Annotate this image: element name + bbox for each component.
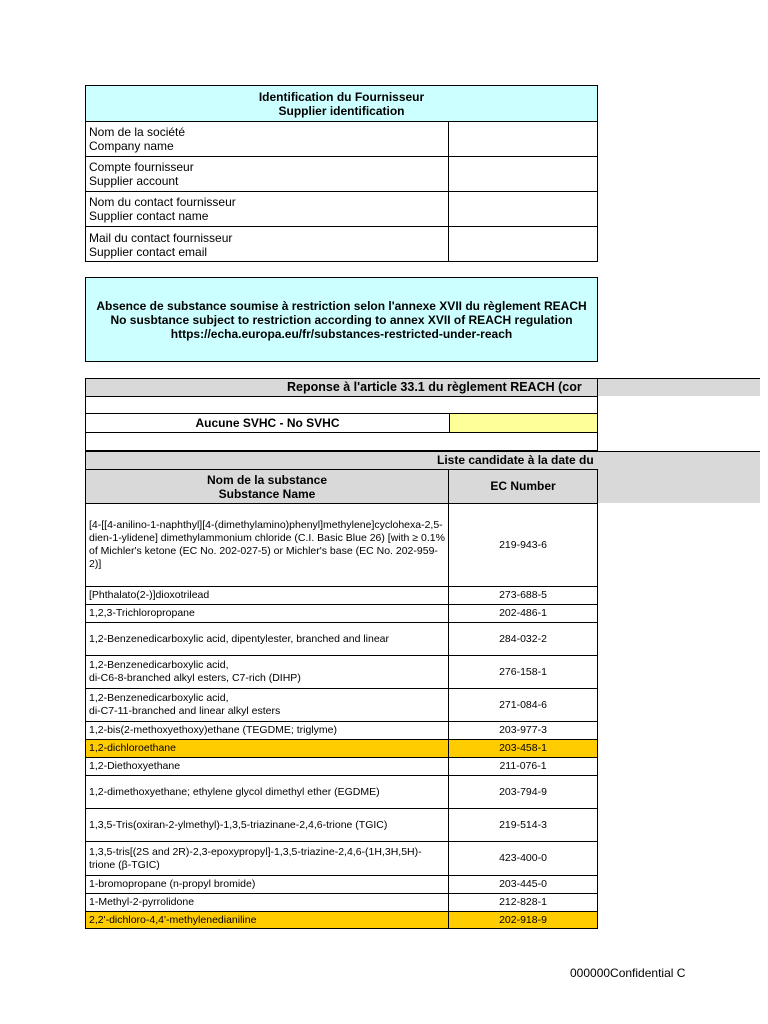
supplier-label-en: Supplier account	[89, 174, 179, 188]
candidate-list-header	[85, 451, 760, 469]
table-row	[86, 605, 597, 623]
ec-number-cell: 423-400-0	[499, 852, 547, 864]
substance-name-cell: 1-Methyl-2-pyrrolidone	[86, 894, 449, 911]
supplier-header-fr: Identification du Fournisseur	[258, 89, 425, 104]
table-row	[86, 894, 597, 912]
ec-number-cell: 203-458-1	[499, 742, 547, 754]
table-row	[86, 504, 597, 587]
supplier-identification-table	[85, 85, 598, 262]
supplier-label-en: Company name	[89, 139, 174, 153]
table-row	[86, 758, 597, 776]
supplier-identification-header	[86, 86, 597, 122]
candidate-list-header-text: Liste candidate à la date du	[437, 453, 594, 467]
restriction-text-fr: Absence de substance soumise à restriction selon l'annexe XVII du règlement REACH	[96, 298, 587, 313]
supplier-label-fr: Compte fournisseur	[89, 160, 194, 174]
ec-number-cell: 211-076-1	[499, 760, 547, 772]
substance-table-header-row	[86, 469, 597, 504]
supplier-label	[86, 122, 449, 156]
ec-number-column-header: EC Number	[490, 479, 556, 493]
substance-name-cell: 1,3,5-tris[(2S and 2R)-2,3-epoxypropyl]-1,3,5-triazine-2,4,6-(1H,3H,5H)-trione (β-TGIC)	[86, 842, 449, 875]
company-name-field[interactable]	[449, 122, 597, 156]
substance-name-cell: 1,2-bis(2-methoxyethoxy)ethane (TEGDME; triglyme)	[86, 722, 449, 739]
table-row	[86, 912, 597, 929]
ec-number-cell: 276-158-1	[499, 665, 547, 678]
supplier-label	[86, 157, 449, 191]
substance-name-cell: 1,2-Benzenedicarboxylic acid, dipentylester, branched and linear	[86, 623, 449, 655]
ec-number-cell: 271-084-6	[499, 698, 547, 711]
supplier-label-en: Supplier contact name	[89, 209, 209, 223]
article-33-section	[85, 378, 598, 448]
table-row	[86, 623, 597, 656]
ec-number-cell: 219-514-3	[499, 818, 547, 831]
substance-name-cell: 2,2'-dichloro-4,4'-methylenedianiline	[86, 912, 449, 928]
restriction-annex-xvii-box	[85, 277, 598, 362]
ec-number-cell: 284-032-2	[499, 632, 547, 645]
substance-name-cell: 1,2,3-Trichloropropane	[86, 605, 449, 622]
supplier-label-en: Supplier contact email	[89, 244, 208, 259]
table-row	[86, 656, 597, 689]
article-33-header-text: Reponse à l'article 33.1 du règlement REACH (cor	[287, 380, 582, 394]
substance-name-header-fr: Nom de la substance	[206, 472, 328, 487]
substance-name-cell: 1,2-Diethoxyethane	[86, 758, 449, 775]
supplier-row-company	[86, 122, 597, 157]
ec-number-cell: 203-445-0	[499, 878, 547, 890]
table-row	[86, 740, 597, 758]
ec-number-cell: 203-977-3	[499, 724, 547, 736]
substance-name-cell: 1-bromopropane (n-propyl bromide)	[86, 876, 449, 893]
supplier-label-fr: Mail du contact fournisseur	[89, 230, 233, 245]
ec-number-cell: 203-794-9	[499, 785, 547, 798]
supplier-row-account	[86, 157, 597, 192]
ec-number-cell: 273-688-5	[499, 589, 547, 601]
ec-number-cell: 202-486-1	[499, 607, 547, 619]
article-33-header	[85, 378, 760, 396]
substance-name-cell: [Phthalato(2-)]dioxotrilead	[86, 587, 449, 604]
substance-name-cell: [4-[[4-anilino-1-naphthyl][4-(dimethylamino)phenyl]methylene]cyclohexa-2,5-dien-1-ylidene] dimethylammonium chloride (C.I. Basic Blue 26) [with ≥ 0.1% of Michler's ketone (EC No. 202-027-5) or Michler's base (EC No. 202-959-2)]	[86, 504, 449, 586]
candidate-list-header-extension	[597, 469, 760, 503]
empty-row	[85, 396, 598, 414]
empty-row	[85, 433, 598, 451]
table-row	[86, 876, 597, 894]
substance-name-cell: 1,2-Benzenedicarboxylic acid, di-C6-8-branched alkyl esters, C7-rich (DIHP)	[86, 656, 449, 688]
ec-number-cell: 212-828-1	[499, 896, 547, 908]
supplier-row-contact-email	[86, 227, 597, 262]
table-row	[86, 776, 597, 809]
substance-table-body	[86, 504, 597, 929]
substance-name-header-en: Substance Name	[218, 486, 316, 501]
no-svhc-row	[85, 414, 598, 433]
no-svhc-label: Aucune SVHC - No SVHC	[195, 416, 340, 430]
table-row	[86, 689, 597, 722]
supplier-contact-email-field[interactable]	[449, 227, 597, 262]
supplier-label	[86, 227, 449, 262]
table-row	[86, 722, 597, 740]
supplier-label	[86, 192, 449, 226]
confidential-footer: 000000Confidential C	[570, 966, 686, 980]
table-row	[86, 809, 597, 842]
supplier-row-contact-name	[86, 192, 597, 227]
substance-table	[85, 469, 598, 929]
substance-name-cell: 1,2-dichloroethane	[86, 740, 449, 757]
supplier-account-field[interactable]	[449, 157, 597, 191]
supplier-label-fr: Nom du contact fournisseur	[89, 195, 236, 209]
substance-name-cell: 1,2-Benzenedicarboxylic acid, di-C7-11-branched and linear alkyl esters	[86, 689, 449, 721]
restriction-url[interactable]: https://echa.europa.eu/fr/substances-restricted-under-reach	[170, 326, 513, 341]
supplier-label-fr: Nom de la société	[89, 125, 186, 139]
no-svhc-field[interactable]	[449, 414, 597, 432]
ec-number-cell: 219-943-6	[499, 538, 547, 551]
substance-name-cell: 1,2-dimethoxyethane; ethylene glycol dimethyl ether (EGDME)	[86, 776, 449, 808]
ec-number-cell: 202-918-9	[499, 913, 547, 926]
restriction-text-en: No susbtance subject to restriction according to annex XVII of REACH regulation	[110, 312, 573, 327]
substance-name-column-header	[86, 470, 449, 503]
table-row	[86, 587, 597, 605]
substance-name-cell: 1,3,5-Tris(oxiran-2-ylmethyl)-1,3,5-triazinane-2,4,6-trione (TGIC)	[86, 809, 449, 841]
supplier-header-en: Supplier identification	[278, 103, 405, 118]
supplier-contact-name-field[interactable]	[449, 192, 597, 226]
table-row	[86, 842, 597, 876]
